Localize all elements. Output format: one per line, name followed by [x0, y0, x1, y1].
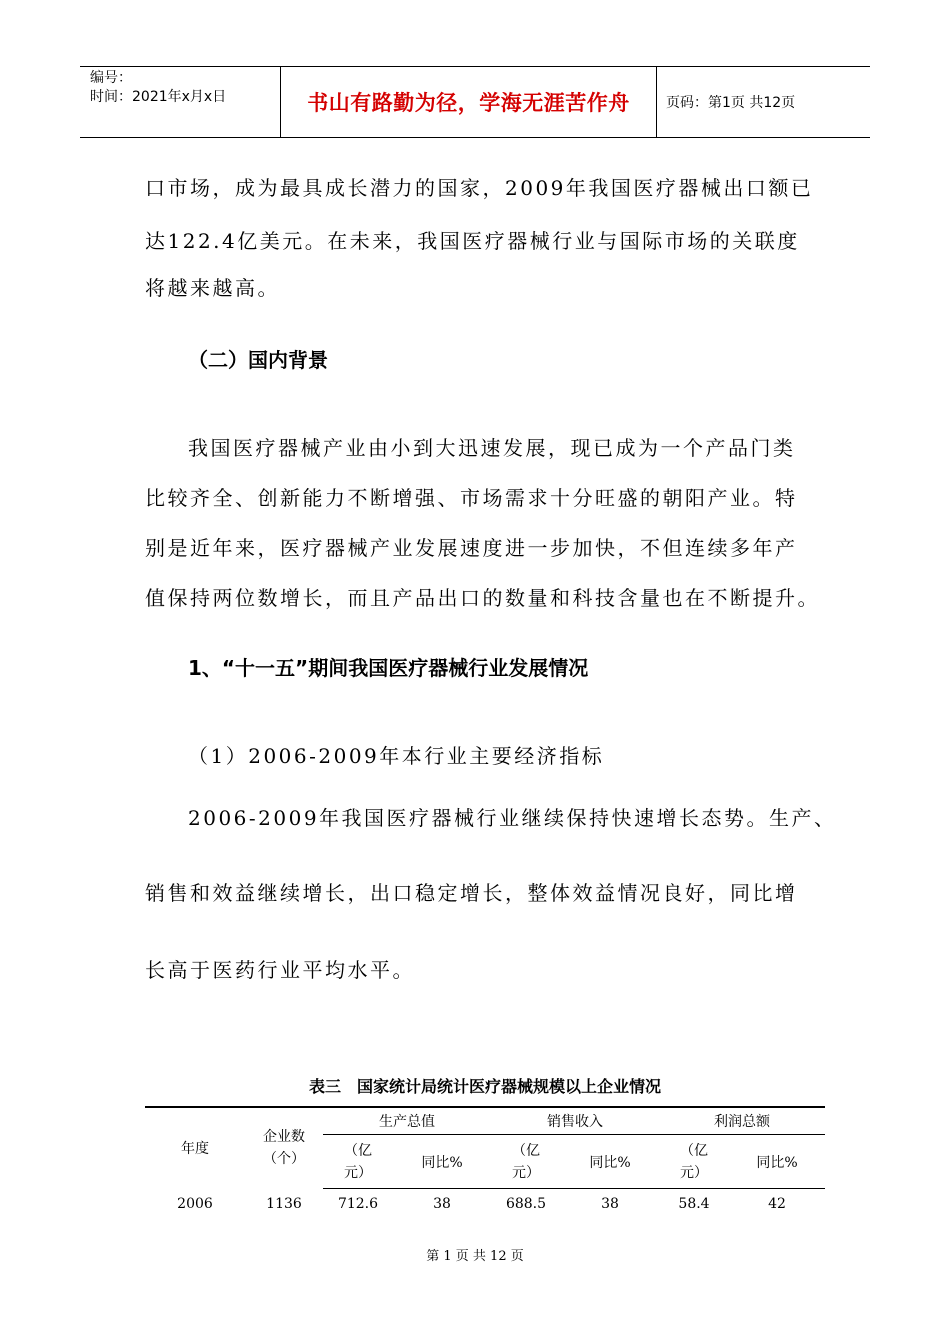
- header-motto: 书山有路勤为径，学海无涯苦作舟: [281, 67, 657, 137]
- sub-subsection-heading: （1）2006-2009年本行业主要经济指标: [188, 744, 605, 768]
- paragraph-line: 销售和效益继续增长，出口稳定增长，整体效益情况良好，同比增: [145, 881, 798, 905]
- table-header-year: 年度: [145, 1107, 245, 1189]
- cell-sales: 688.5: [505, 1196, 547, 1212]
- table-row: [145, 1189, 825, 1220]
- cell-profit-yoy: 42: [768, 1196, 786, 1212]
- cell-output-yoy: 38: [433, 1196, 451, 1212]
- cell-profit: 58.4: [678, 1196, 710, 1212]
- paragraph-line: 值保持两位数增长，而且产品出口的数量和科技含量也在不断提升。: [145, 586, 820, 610]
- cell-output: 712.6: [337, 1196, 379, 1212]
- section-heading: （二）国内背景: [188, 348, 328, 372]
- header-meta: [80, 67, 281, 137]
- paragraph-line: 长高于医药行业平均水平。: [145, 958, 415, 982]
- table-header-yoy: 同比%: [561, 1135, 659, 1189]
- table-header-unit: （亿元）: [659, 1135, 729, 1189]
- table-header-output: 生产总值: [323, 1107, 491, 1135]
- table-header-unit: （亿元）: [491, 1135, 561, 1189]
- cell-sales-yoy: 38: [601, 1196, 619, 1212]
- page-footer: 第 1 页 共 12 页: [426, 1249, 524, 1264]
- paragraph-line: 我国医疗器械产业由小到大迅速发展，现已成为一个产品门类: [188, 436, 796, 460]
- cell-year: 2006: [177, 1195, 213, 1212]
- table-header-yoy: 同比%: [729, 1135, 825, 1189]
- cell-firms: 1136: [266, 1195, 302, 1212]
- header-page-info: 页码：第1页 共12页: [666, 95, 796, 111]
- document-time-label: 时间：2021年x月x日: [90, 89, 227, 105]
- table-header-unit: （亿元）: [323, 1135, 393, 1189]
- paragraph-line: 2006-2009年我国医疗器械行业继续保持快速增长态势。生产、: [188, 806, 837, 830]
- paragraph-line: 达122.4亿美元。在未来，我国医疗器械行业与国际市场的关联度: [145, 229, 800, 253]
- paragraph-line: 比较齐全、创新能力不断增强、市场需求十分旺盛的朝阳产业。特: [145, 486, 798, 510]
- table-title: 表三 国家统计局统计医疗器械规模以上企业情况: [308, 1077, 661, 1096]
- table-header-profit: 利润总额: [659, 1107, 825, 1135]
- table-header-sales: 销售收入: [491, 1107, 659, 1135]
- document-number-label: 编号：: [90, 70, 132, 86]
- paragraph-line: 别是近年来，医疗器械产业发展速度进一步加快，不但连续多年产: [145, 536, 798, 560]
- page-header: [80, 66, 870, 138]
- paragraph-line: 将越来越高。: [145, 276, 280, 300]
- subsection-heading: 1、“十一五”期间我国医疗器械行业发展情况: [188, 656, 589, 680]
- data-table: [145, 1106, 825, 1219]
- table-header-yoy: 同比%: [393, 1135, 491, 1189]
- table-header-firms: 企业数（个）: [245, 1107, 323, 1189]
- paragraph-line: 口市场，成为最具成长潜力的国家，2009年我国医疗器械出口额已: [145, 176, 814, 200]
